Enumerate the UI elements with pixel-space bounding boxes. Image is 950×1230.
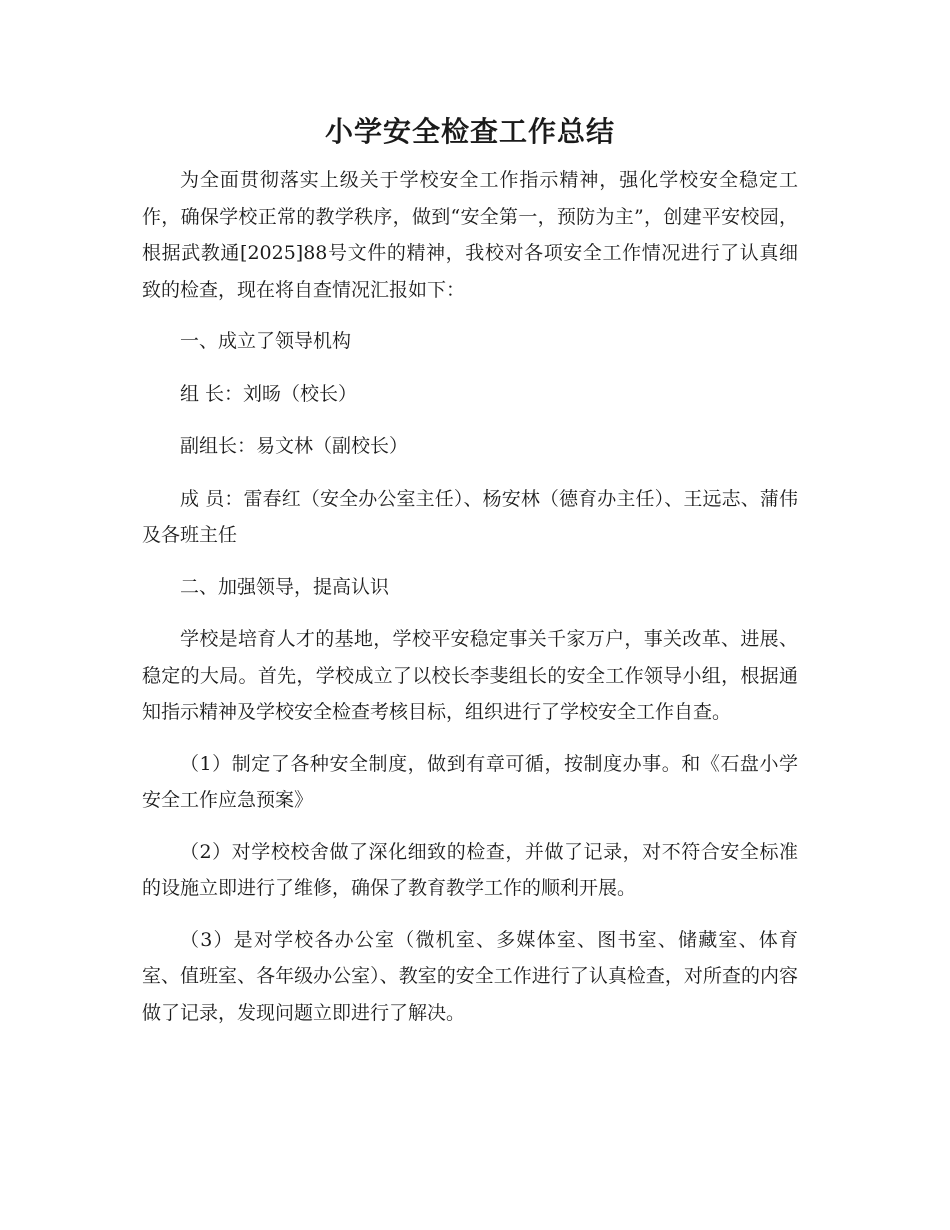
list-item-3: （3）是对学校各办公室（微机室、多媒体室、图书室、储藏室、体育室、值班室、各年级办公室）、教室的安全工作进行了认真检查，对所查的内容做了记录，发现问题立即进行了解决。 [142,928,798,1024]
members-line: 成 员：雷春红（安全办公室主任）、杨安林（德育办主任）、王远志、蒲伟及各班主任 [142,487,798,546]
list-item-1: （1）制定了各种安全制度，做到有章可循，按制度办事。和《石盘小学安全工作应急预案》 [142,752,798,811]
intro-paragraph: 为全面贯彻落实上级关于学校安全工作指示精神，强化学校安全稳定工作，确保学校正常的教学秩序，做到“安全第一，预防为主”，创建平安校园，根据武教通[2025]88号文件的精神，我校对各项安全工作情况进行了认真细致的检查，现在将自查情况汇报如下： [142,169,798,301]
list-item-2: （2）对学校校舍做了深化细致的检查，并做了记录，对不符合安全标准的设施立即进行了维修，确保了教育教学工作的顺利开展。 [142,840,798,899]
leader-line: 组 长：刘旸（校长） [180,382,358,405]
section-heading-1: 一、成立了领导机构 [180,330,352,352]
deputy-leader-line: 副组长：易文林（副校长） [180,435,409,457]
section-heading-2: 二、加强领导，提高认识 [180,575,390,598]
body-paragraph: 学校是培育人才的基地，学校平安稳定事关千家万户，事关改革、进展、稳定的大局。首先，学校成立了以校长李斐组长的安全工作领导小组，根据通知指示精神及学校安全检查考核目标，组织进行了学校安全工作自查。 [142,628,798,723]
document-page [142,108,798,1046]
document-title: 小学安全检查工作总结 [324,115,615,148]
